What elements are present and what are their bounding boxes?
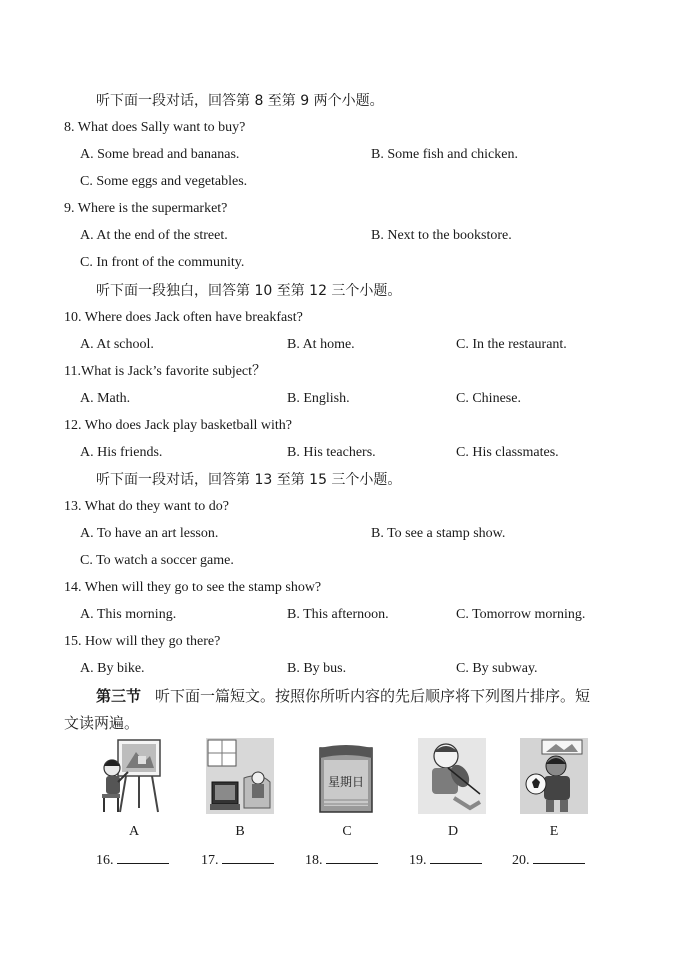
q15-option-c: C. By subway. <box>456 661 538 676</box>
picture-label-e: E <box>549 824 559 839</box>
calendar-text: 星期日 <box>327 775 365 789</box>
q12-option-b: B. His teachers. <box>287 445 376 460</box>
violin-boy-icon <box>418 738 486 814</box>
q10-option-b: B. At home. <box>287 337 355 352</box>
answer-blank-20[interactable]: 20. <box>512 849 585 870</box>
q14-option-b: B. This afternoon. <box>287 607 389 622</box>
calendar-sunday-icon <box>312 738 380 814</box>
q9-option-b: B. Next to the bookstore. <box>371 228 512 243</box>
q10-option-c: C. In the restaurant. <box>456 337 567 352</box>
section-instruction-8-9: 听下面一段对话，回答第 8 至第 9 两个小题。 <box>96 93 384 109</box>
question-15: 15. How will they go there? <box>64 634 221 649</box>
q15-option-b: B. By bus. <box>287 661 347 676</box>
question-10: 10. Where does Jack often have breakfast? <box>64 310 303 325</box>
part3-instruction-line2: 文读两遍。 <box>64 714 140 732</box>
section-instruction-10-12: 听下面一段独白，回答第 10 至第 12 三个小题。 <box>96 283 402 299</box>
painting-girl-icon <box>98 738 166 814</box>
answer-blank-18[interactable]: 18. <box>305 849 378 870</box>
q13-option-a: A. To have an art lesson. <box>80 526 219 541</box>
q13-option-b: B. To see a stamp show. <box>371 526 506 541</box>
q9-option-c: C. In front of the community. <box>80 255 245 270</box>
q14-option-c: C. Tomorrow morning. <box>456 607 586 622</box>
question-14: 14. When will they go to see the stamp show? <box>64 580 322 595</box>
picture-label-a: A <box>128 824 140 839</box>
q10-option-a: A. At school. <box>80 337 154 352</box>
q11-option-a: A. Math. <box>80 391 131 406</box>
part3-heading: 第三节 <box>96 687 142 705</box>
tv-watching-icon <box>206 738 274 814</box>
question-11: 11.What is Jack’s favorite subject？ <box>64 364 267 379</box>
part3-instruction <box>96 687 590 705</box>
picture-label-c: C <box>342 824 352 839</box>
part3-instruction-line1: 听下面一篇短文。按照你所听内容的先后顺序将下列图片排序。短 <box>155 687 591 705</box>
q8-option-c: C. Some eggs and vegetables. <box>80 174 248 189</box>
answer-blank-17[interactable]: 17. <box>201 849 274 870</box>
section-instruction-13-15: 听下面一段对话，回答第 13 至第 15 三个小题。 <box>96 472 402 488</box>
q11-option-b: B. English. <box>287 391 350 406</box>
answer-blank-19[interactable]: 19. <box>409 849 482 870</box>
q9-option-a: A. At the end of the street. <box>80 228 228 243</box>
q8-option-a: A. Some bread and bananas. <box>80 147 240 162</box>
question-13: 13. What do they want to do? <box>64 499 229 514</box>
answer-blank-16[interactable]: 16. <box>96 849 169 870</box>
q12-option-c: C. His classmates. <box>456 445 559 460</box>
q12-option-a: A. His friends. <box>80 445 163 460</box>
question-9: 9. Where is the supermarket? <box>64 201 228 216</box>
picture-label-b: B <box>235 824 245 839</box>
q13-option-c: C. To watch a soccer game. <box>80 553 234 568</box>
q14-option-a: A. This morning. <box>80 607 177 622</box>
q11-option-c: C. Chinese. <box>456 391 521 406</box>
question-12: 12. Who does Jack play basketball with? <box>64 418 292 433</box>
q15-option-a: A. By bike. <box>80 661 145 676</box>
picture-label-d: D <box>447 824 459 839</box>
question-8: 8. What does Sally want to buy? <box>64 120 246 135</box>
soccer-boy-icon <box>520 738 588 814</box>
q8-option-b: B. Some fish and chicken. <box>371 147 518 162</box>
